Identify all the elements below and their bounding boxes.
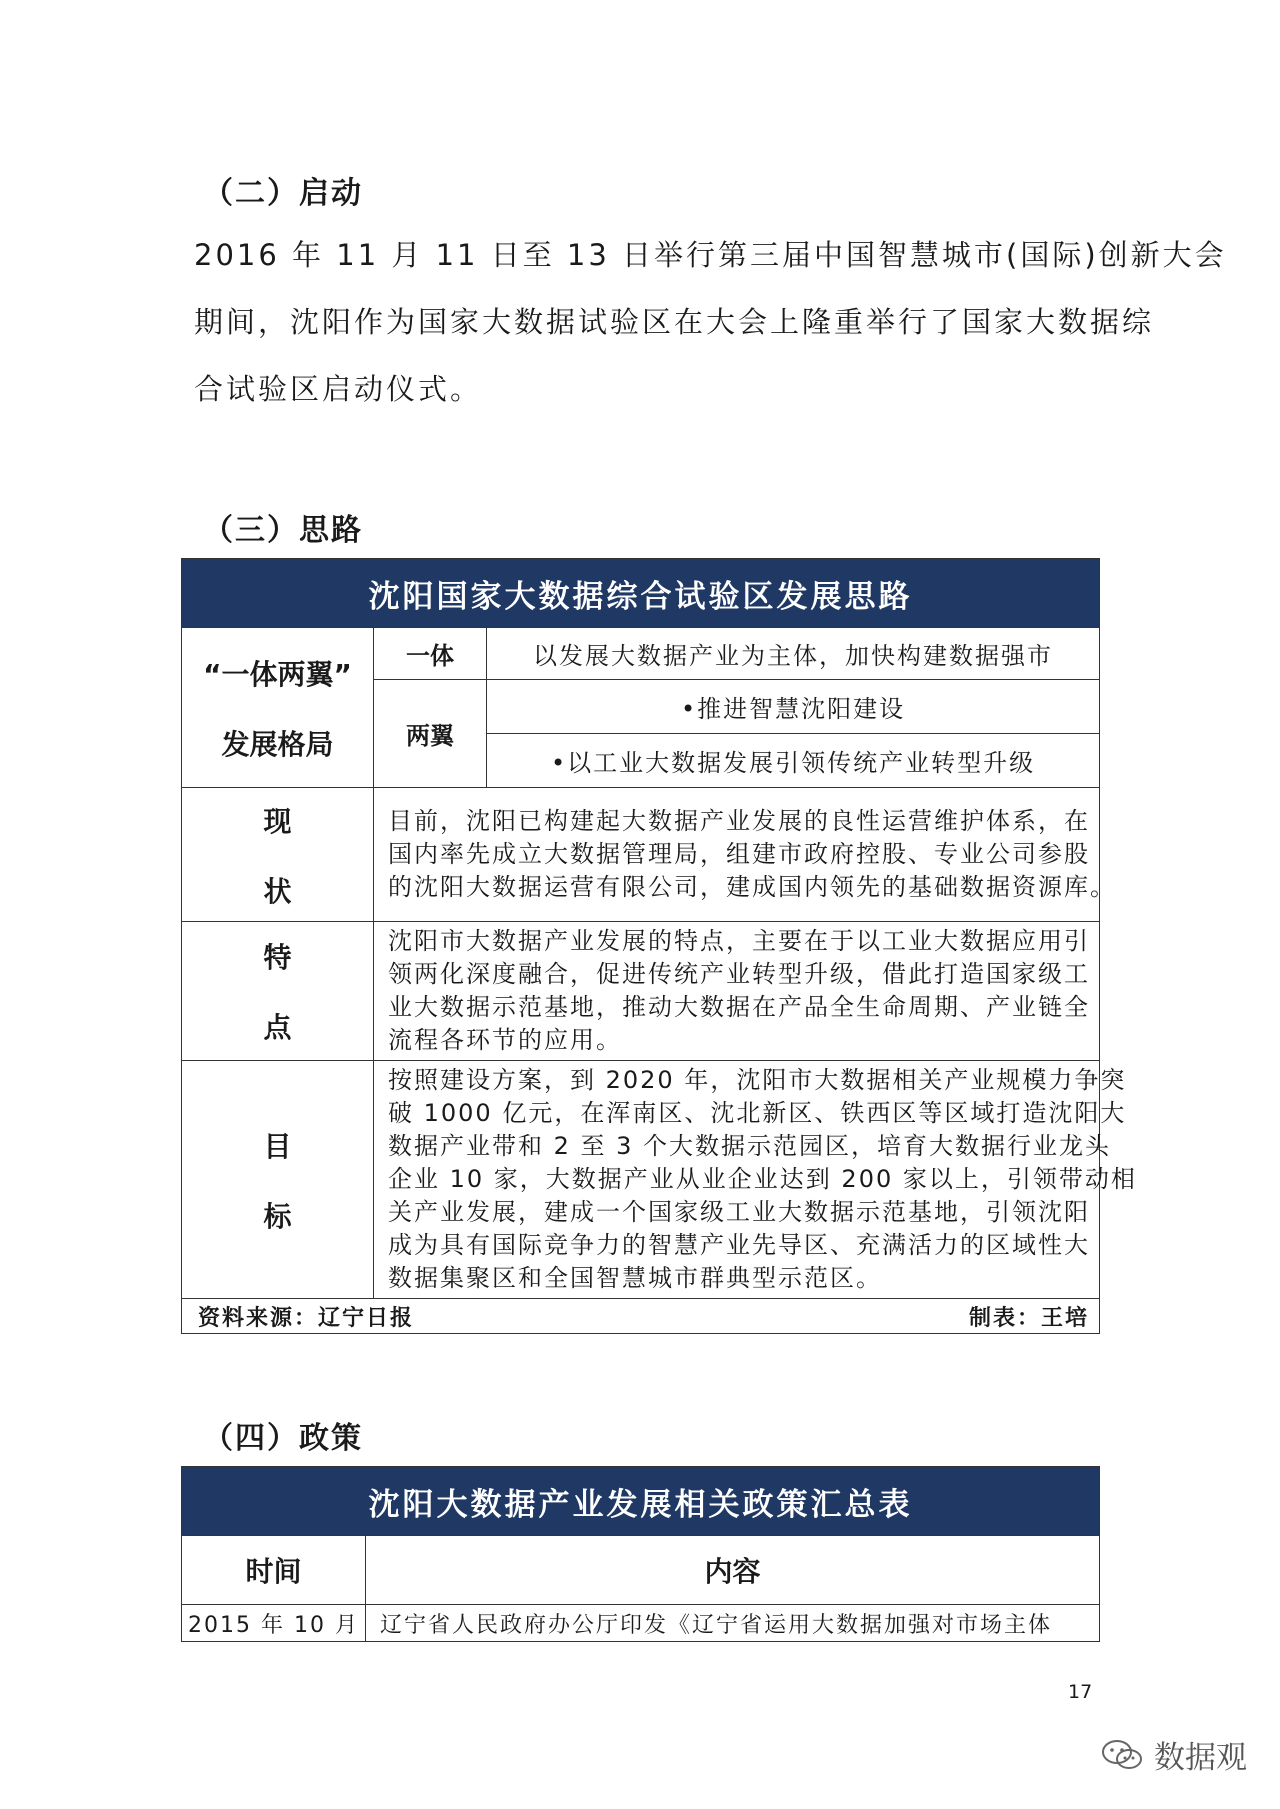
text-line: 数据集聚区和全国智慧城市群典型示范区。	[388, 1264, 882, 1292]
text-line: 领两化深度融合，促进传统产业转型升级，借此打造国家级工	[388, 960, 1090, 988]
watermark-text: 数据观	[1154, 1740, 1247, 1776]
goal-label: 标	[263, 1199, 292, 1233]
yiti-label: 一体	[374, 628, 487, 680]
text-line: 按照建设方案，到 2020 年，沈阳市大数据相关产业规模力争突	[388, 1066, 1127, 1094]
status-label: 现	[263, 804, 292, 838]
section3-heading: （三）思路	[203, 513, 363, 548]
policy-summary-table	[181, 1466, 1100, 1642]
column-header-time: 时间	[182, 1536, 366, 1605]
source-text: 资料来源：辽宁日报	[198, 1305, 415, 1331]
paragraph-line: 期间，沈阳作为国家大数据试验区在大会上隆重举行了国家大数据综	[194, 305, 1155, 339]
text-line: 沈阳市大数据产业发展的特点，主要在于以工业大数据应用引	[388, 927, 1090, 955]
table-title: 沈阳国家大数据综合试验区发展思路	[182, 559, 1100, 628]
column-header-content: 内容	[366, 1536, 1100, 1605]
paragraph-line: 合试验区启动仪式。	[194, 372, 483, 406]
feature-label: 特	[263, 941, 292, 974]
status-text	[374, 788, 1116, 922]
pattern-label: 发展格局	[221, 727, 334, 761]
feature-label: 点	[263, 1011, 292, 1044]
text-line: 目前，沈阳已构建起大数据产业发展的良性运营维护体系，在	[388, 807, 1090, 835]
source-row	[182, 1299, 1100, 1334]
liangyi-item: •以工业大数据发展引领传统产业转型升级	[487, 734, 1100, 788]
watermark	[1100, 1732, 1247, 1777]
maker-text: 制表：王培	[969, 1305, 1090, 1331]
goal-text	[374, 1061, 1137, 1299]
liangyi-item: •推进智慧沈阳建设	[487, 680, 1100, 734]
row-content: 辽宁省人民政府办公厅印发《辽宁省运用大数据加强对市场主体	[366, 1605, 1100, 1642]
text-line: 企业 10 家，大数据产业从业企业达到 200 家以上，引领带动相	[388, 1165, 1137, 1193]
text-line: 国内率先成立大数据管理局，组建市政府控股、专业公司参股	[388, 840, 1090, 868]
feature-label-cell	[182, 922, 374, 1061]
text-line: 流程各环节的应用。	[388, 1026, 622, 1054]
yiti-text: 以发展大数据产业为主体，加快构建数据强市	[487, 628, 1100, 680]
development-strategy-table	[181, 558, 1137, 1334]
text-line: 破 1000 亿元，在浑南区、沈北新区、铁西区等区域打造沈阳大	[388, 1099, 1127, 1127]
section2-paragraph	[194, 222, 1227, 423]
text-line: 成为具有国际竞争力的智慧产业先导区、充满活力的区域性大	[388, 1231, 1090, 1259]
section4-heading: （四）政策	[203, 1421, 363, 1456]
wechat-icon	[1100, 1738, 1144, 1772]
text-line: 业大数据示范基地，推动大数据在产品全生命周期、产业链全	[388, 993, 1090, 1021]
page-number: 17	[1068, 1681, 1093, 1703]
text-line: 关产业发展，建成一个国家级工业大数据示范基地，引领沈阳	[388, 1198, 1090, 1226]
goal-label-cell	[182, 1061, 374, 1299]
liangyi-label: 两翼	[374, 680, 487, 788]
pattern-label: “一体两翼”	[203, 657, 352, 691]
table-title: 沈阳大数据产业发展相关政策汇总表	[182, 1467, 1100, 1536]
status-label: 状	[263, 874, 292, 908]
text-line: 的沈阳大数据运营有限公司，建成国内领先的基础数据资源库。	[388, 873, 1116, 901]
text-line: 数据产业带和 2 至 3 个大数据示范园区，培育大数据行业龙头	[388, 1132, 1112, 1160]
section2-heading: （二）启动	[203, 176, 363, 211]
paragraph-line: 2016 年 11 月 11 日至 13 日举行第三届中国智慧城市(国际)创新大会	[194, 238, 1227, 272]
row-time: 2015 年 10 月	[182, 1605, 366, 1642]
feature-text	[374, 922, 1100, 1061]
pattern-label-cell	[182, 628, 374, 788]
goal-label: 目	[263, 1129, 292, 1163]
status-label-cell	[182, 788, 374, 922]
